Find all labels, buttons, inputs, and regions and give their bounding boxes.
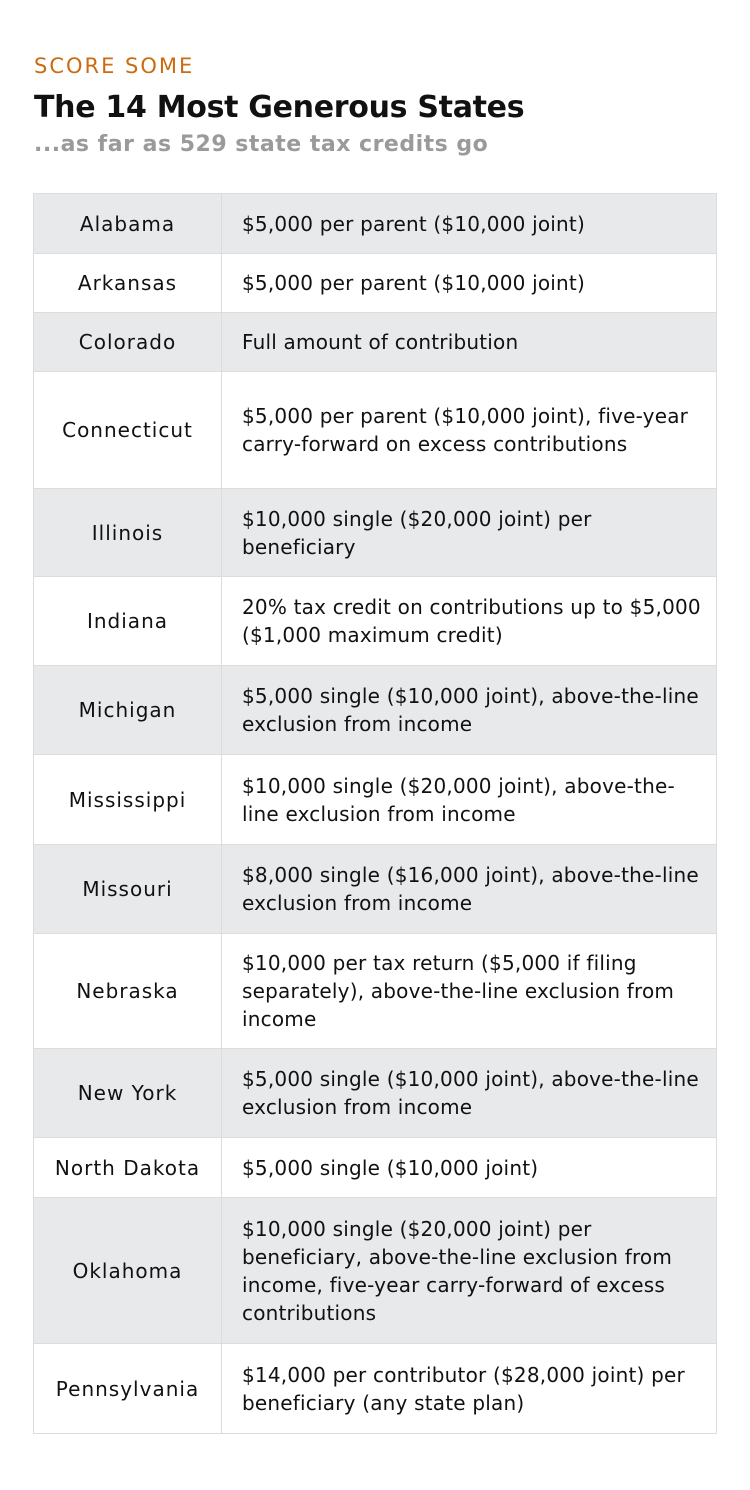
table-row — [34, 372, 717, 489]
state-benefit: $10,000 single ($20,000 joint) per beneficiary, above-the-line exclusion from income, five-year carry-forward of excess contributions — [222, 1198, 717, 1344]
state-benefit: $5,000 per parent ($10,000 joint), five-year carry-forward on excess contributions — [222, 372, 717, 489]
table-row — [34, 194, 717, 254]
state-benefit: $10,000 single ($20,000 joint), above-the-line exclusion from income — [222, 755, 717, 845]
state-benefit: $5,000 single ($10,000 joint) — [222, 1138, 717, 1198]
state-name: Indiana — [34, 577, 222, 666]
state-benefit: $10,000 per tax return ($5,000 if filing separately), above-the-line exclusion from income — [222, 934, 717, 1049]
state-name: Oklahoma — [34, 1198, 222, 1344]
state-name: Alabama — [34, 194, 222, 254]
state-benefit: Full amount of contribution — [222, 313, 717, 372]
state-benefit: $5,000 per parent ($10,000 joint) — [222, 254, 717, 313]
state-name: Mississippi — [34, 755, 222, 845]
table-row — [34, 934, 717, 1049]
page-subtitle: ...as far as 529 state tax credits go — [34, 132, 489, 157]
state-benefit: $5,000 per parent ($10,000 joint) — [222, 194, 717, 254]
table-row — [34, 1049, 717, 1138]
table-row — [34, 666, 717, 755]
page-title: The 14 Most Generous States — [34, 90, 525, 125]
table-row — [34, 755, 717, 845]
table-row — [34, 845, 717, 934]
state-name: Arkansas — [34, 254, 222, 313]
table-row — [34, 254, 717, 313]
state-name: Illinois — [34, 489, 222, 577]
table-row — [34, 577, 717, 666]
state-benefit: $10,000 single ($20,000 joint) per beneficiary — [222, 489, 717, 577]
state-name: Connecticut — [34, 372, 222, 489]
state-benefit: 20% tax credit on contributions up to $5,000 ($1,000 maximum credit) — [222, 577, 717, 666]
state-name: Pennsylvania — [34, 1344, 222, 1434]
state-name: Nebraska — [34, 934, 222, 1049]
state-benefit: $5,000 single ($10,000 joint), above-the-line exclusion from income — [222, 1049, 717, 1138]
state-name: New York — [34, 1049, 222, 1138]
state-name: North Dakota — [34, 1138, 222, 1198]
state-benefit: $5,000 single ($10,000 joint), above-the-line exclusion from income — [222, 666, 717, 755]
state-name: Colorado — [34, 313, 222, 372]
eyebrow-label: SCORE SOME — [34, 54, 195, 78]
table-row — [34, 1198, 717, 1344]
table-row — [34, 1138, 717, 1198]
states-table — [33, 193, 717, 1434]
state-name: Michigan — [34, 666, 222, 755]
table-row — [34, 489, 717, 577]
table-row — [34, 313, 717, 372]
table-row — [34, 1344, 717, 1434]
state-benefit: $14,000 per contributor ($28,000 joint) per beneficiary (any state plan) — [222, 1344, 717, 1434]
state-benefit: $8,000 single ($16,000 joint), above-the-line exclusion from income — [222, 845, 717, 934]
state-name: Missouri — [34, 845, 222, 934]
